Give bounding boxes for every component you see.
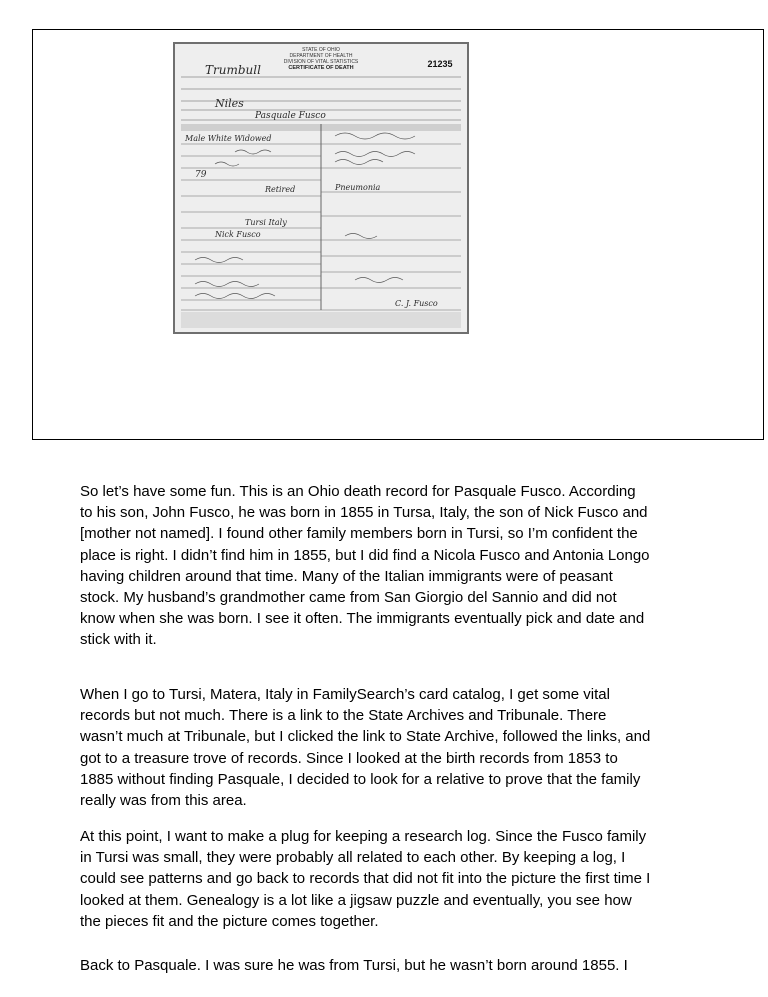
text-line: know when she was born. I see it often. The immigrants eventually pick and date and <box>80 610 645 628</box>
text-line: in Tursi was small, they were probably all related to each other. By keeping a log, I <box>80 849 626 867</box>
paragraph-3 <box>80 826 730 932</box>
text-line: stock. My husband’s grandmother came from San Giorgio del Sannio and did not <box>80 589 617 607</box>
death-certificate-image <box>173 42 469 334</box>
certificate-scan <box>175 44 467 332</box>
text-line: When I go to Tursi, Matera, Italy in FamilySearch’s card catalog, I get some vital <box>80 686 610 703</box>
cert-father: Nick Fusco <box>215 230 261 239</box>
text-line: stick with it. <box>80 631 157 649</box>
text-line: having children around that time. Many of the Italian immigrants were of peasant <box>80 567 613 585</box>
cert-age: 79 <box>195 170 207 180</box>
cert-birthplace: Tursi Italy <box>245 218 287 227</box>
paragraph-4 <box>80 955 730 976</box>
paragraph-1 <box>80 481 730 651</box>
image-frame <box>32 29 764 440</box>
cert-sex-race: Male White Widowed <box>185 134 272 143</box>
paragraph-2 <box>80 684 730 811</box>
cert-cause: Pneumonia <box>335 183 381 192</box>
cert-header-2: DEPARTMENT OF HEALTH <box>289 53 353 59</box>
text-line: At this point, I want to make a plug for keeping a research log. Since the Fusco family <box>80 828 647 845</box>
cert-header-3: DIVISION OF VITAL STATISTICS <box>283 59 359 65</box>
cert-county: Trumbull <box>205 63 261 77</box>
text-line: wasn’t much at Tribunale, but I clicked the link to State Archive, followed the links, and <box>80 728 651 746</box>
text-line: So let’s have some fun. This is an Ohio death record for Pasquale Fusco. According <box>80 483 636 500</box>
cert-occupation: Retired <box>265 185 296 194</box>
cert-full-name: Pasquale Fusco <box>255 111 326 121</box>
text-line: really was from this area. <box>80 792 247 810</box>
text-line: got to a treasure trove of records. Since I looked at the birth records from 1853 to <box>80 749 618 767</box>
cert-file-number: 21235 <box>427 59 453 69</box>
text-line: records but not much. There is a link to the State Archives and Tribunale. There <box>80 707 607 725</box>
cert-header-1: STATE OF OHIO <box>302 47 340 53</box>
text-line: Back to Pasquale. I was sure he was from Tursi, but he wasn’t born around 1855. I <box>80 957 628 974</box>
text-line: 1885 without finding Pasquale, I decided to look for a relative to prove that the family <box>80 770 641 788</box>
text-line: place is right. I didn’t find him in 1855, but I did find a Nicola Fusco and Antonia Longo <box>80 546 650 564</box>
text-line: to his son, John Fusco, he was born in 1855 in Tursa, Italy, the son of Nick Fusco and <box>80 504 648 522</box>
text-line: the pieces fit and the picture comes together. <box>80 912 379 930</box>
cert-signature: C. J. Fusco <box>395 299 438 308</box>
text-line: looked at them. Genealogy is a lot like a jigsaw puzzle and eventually, you see how <box>80 891 632 909</box>
cert-header-4: CERTIFICATE OF DEATH <box>288 65 354 71</box>
cert-city: Niles <box>215 97 244 110</box>
text-line: could see patterns and go back to records that did not fit into the picture the first time I <box>80 870 651 888</box>
text-line: [mother not named]. I found other family members born in Tursi, so I’m confident the <box>80 525 638 543</box>
